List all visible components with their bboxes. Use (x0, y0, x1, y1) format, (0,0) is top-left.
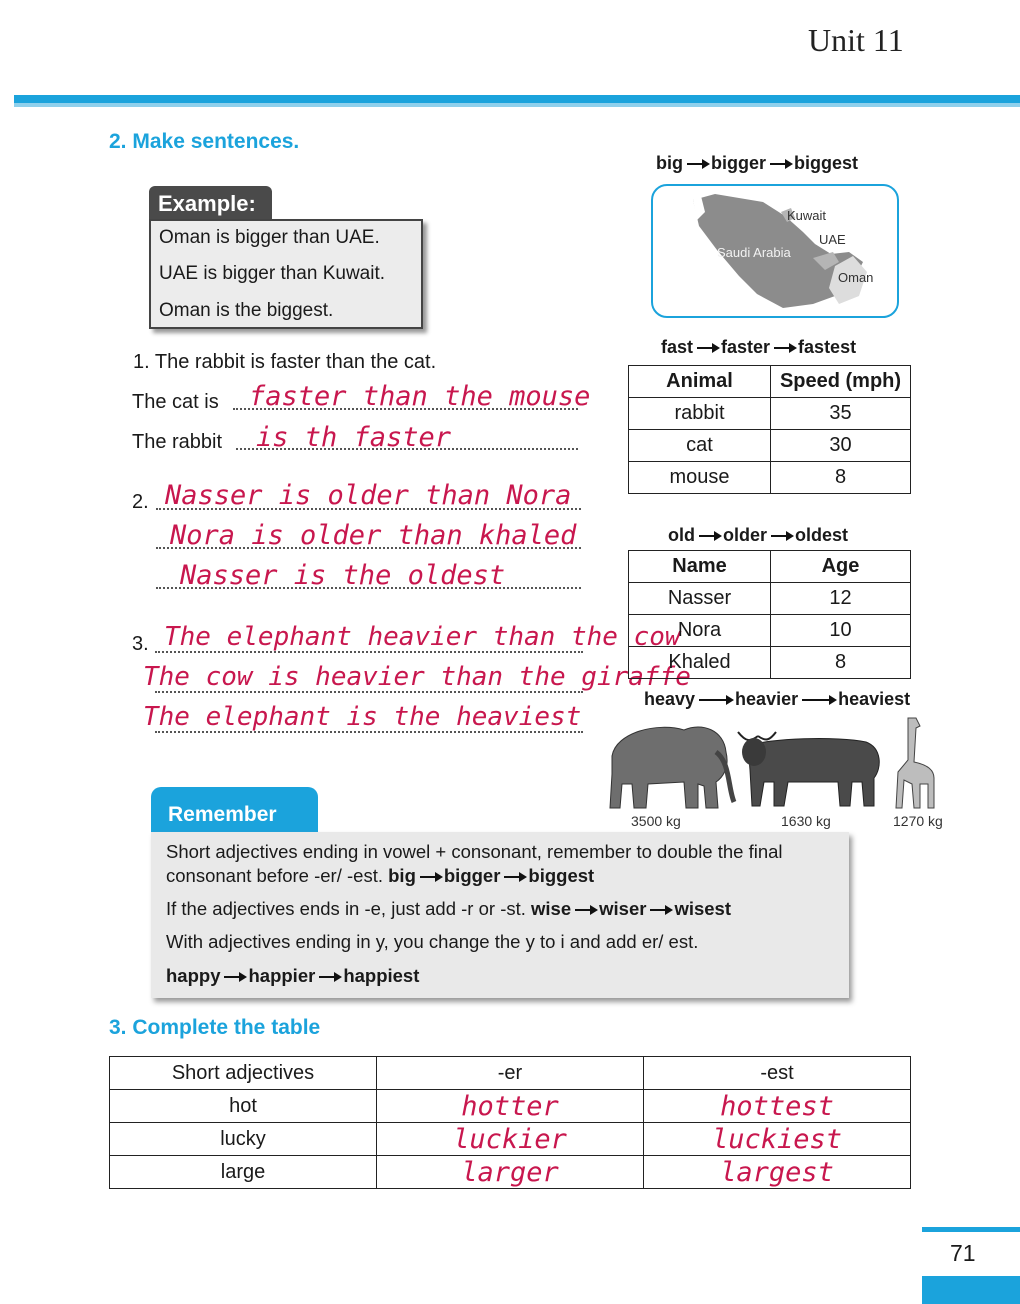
q3-answer-1: The elephant heavier than the cow (164, 622, 681, 652)
fast-chain-word-3: fastest (798, 337, 857, 357)
complete-header-adj: Short adjectives (110, 1057, 377, 1090)
complete-adj: large (110, 1156, 377, 1189)
complete-adj: lucky (110, 1123, 377, 1156)
fast-chain (661, 337, 856, 358)
elephant-weight: 3500 kg (631, 813, 681, 829)
age-cell: Nasser (629, 583, 771, 615)
complete-er-answer: luckier (377, 1123, 644, 1156)
remember-line-2-w2: bigger (443, 865, 501, 886)
age-header-name: Name (629, 551, 771, 583)
age-header-age: Age (771, 551, 911, 583)
speed-cell: rabbit (629, 398, 771, 430)
arrow-icon (699, 535, 719, 537)
complete-est-answer: hottest (644, 1090, 911, 1123)
map-label-uae: UAE (819, 232, 846, 247)
table-row (629, 647, 911, 679)
speed-header-animal: Animal (629, 366, 771, 398)
arrow-icon (575, 909, 595, 911)
page-bar-bottom (922, 1276, 1020, 1304)
example-box (149, 219, 423, 329)
giraffe-image (896, 718, 934, 808)
q1-line-1: 1. The rabbit is faster than the cat. (133, 351, 437, 373)
fast-chain-word-2: faster (721, 337, 771, 357)
example-line-2: UAE is bigger than Kuwait. (159, 263, 386, 284)
age-cell: Khaled (629, 647, 771, 679)
giraffe-weight: 1270 kg (893, 813, 943, 829)
old-chain-word-1: old (668, 525, 695, 545)
table-row (629, 583, 911, 615)
arrow-icon (699, 699, 731, 701)
heavy-chain-word-1: heavy (644, 689, 696, 709)
remember-line-2-w3: biggest (528, 865, 595, 886)
complete-table (109, 1056, 911, 1189)
header-bar (14, 95, 1020, 103)
remember-line-2 (166, 864, 594, 888)
age-cell: Nora (629, 615, 771, 647)
q3-answer-2: The cow is heavier than the giraffe (143, 662, 691, 692)
table-row (629, 462, 911, 494)
map-label-saudi: Saudi Arabia (717, 245, 791, 260)
heavy-chain-word-2: heavier (735, 689, 799, 709)
remember-box (151, 832, 849, 998)
arrow-icon (420, 876, 440, 878)
remember-line-3-text: If the adjectives ends in -e, just add -r or -st. (166, 898, 526, 919)
age-cell: 8 (771, 647, 911, 679)
remember-line-4: With adjectives ending in y, you change the y to i and add er/ est. (166, 931, 699, 952)
arrow-icon (771, 535, 791, 537)
page-number: 71 (950, 1240, 976, 1266)
table-row (629, 615, 911, 647)
big-chain (656, 153, 858, 174)
age-table (628, 550, 911, 679)
remember-line-2-w1: big (388, 865, 416, 886)
heavy-chain-word-3: heaviest (838, 689, 911, 709)
cow-weight: 1630 kg (781, 813, 831, 829)
remember-line-5-w3: happiest (343, 965, 420, 986)
map-label-kuwait: Kuwait (787, 208, 827, 223)
complete-adj: hot (110, 1090, 377, 1123)
remember-line-3-w1: wise (531, 898, 572, 919)
fast-chain-word-1: fast (661, 337, 694, 357)
speed-cell: 30 (771, 430, 911, 462)
complete-er-answer: larger (377, 1156, 644, 1189)
map-label-oman: Oman (838, 270, 874, 285)
table-row (110, 1156, 911, 1189)
table-row (110, 1090, 911, 1123)
elephant-image (610, 727, 734, 808)
speed-header-speed: Speed (mph) (771, 366, 911, 398)
section2-title: 2. Make sentences. (109, 130, 300, 153)
speed-cell: cat (629, 430, 771, 462)
complete-est-answer: largest (644, 1156, 911, 1189)
example-line-3: Oman is the biggest. (159, 300, 334, 321)
table-row (629, 398, 911, 430)
q1-line-3-prefix: The rabbit (132, 431, 223, 453)
complete-est-answer: luckiest (644, 1123, 911, 1156)
speed-cell: 8 (771, 462, 911, 494)
age-cell: 12 (771, 583, 911, 615)
big-chain-word-3: biggest (794, 153, 859, 173)
unit-title: Unit 11 (808, 22, 904, 58)
remember-line-1: Short adjectives ending in vowel + consonant, remember to double the final (166, 841, 783, 862)
remember-line-5-w1: happy (166, 965, 221, 986)
example-label: Example: (149, 186, 272, 220)
age-cell: 10 (771, 615, 911, 647)
arrow-icon (650, 909, 670, 911)
arrow-icon (802, 699, 834, 701)
q1-line-3-answer: is th faster (256, 422, 452, 453)
complete-header-er: -er (377, 1057, 644, 1090)
speed-table (628, 365, 911, 494)
page-bar-top (922, 1227, 1020, 1232)
complete-header-est: -est (644, 1057, 911, 1090)
speed-cell: mouse (629, 462, 771, 494)
table-row (110, 1123, 911, 1156)
q2-answer-1: Nasser is older than Nora (165, 480, 572, 511)
old-chain (668, 525, 848, 546)
arrow-icon (697, 347, 717, 349)
arrow-icon (687, 163, 707, 165)
q1-line-2-answer: faster than the mouse (249, 381, 591, 412)
q2-number: 2. (132, 491, 149, 513)
arrow-icon (224, 976, 244, 978)
remember-line-5-w2: happier (248, 965, 316, 986)
speed-cell: 35 (771, 398, 911, 430)
heavy-chain (644, 689, 910, 710)
arrow-icon (774, 347, 794, 349)
old-chain-word-3: oldest (795, 525, 849, 545)
animals-illustration (598, 712, 948, 814)
big-chain-word-2: bigger (711, 153, 767, 173)
q2-answer-3: Nasser is the oldest (180, 560, 506, 591)
remember-line-2-text: consonant before -er/ -est. (166, 865, 383, 886)
complete-er-answer: hotter (377, 1090, 644, 1123)
arrow-icon (319, 976, 339, 978)
remember-line-5 (166, 964, 419, 988)
q2-answer-2: Nora is older than khaled (170, 520, 577, 551)
q3-number: 3. (132, 633, 149, 655)
map-panel (651, 184, 899, 318)
big-chain-word-1: big (656, 153, 683, 173)
q3-answer-3: The elephant is the heaviest (143, 702, 582, 732)
q1-line-2-prefix: The cat is (132, 391, 219, 413)
remember-label: Remember (151, 787, 318, 833)
arrow-icon (504, 876, 524, 878)
remember-line-3-w2: wiser (599, 898, 647, 919)
arrow-icon (770, 163, 790, 165)
remember-line-3-w3: wisest (674, 898, 732, 919)
example-line-1: Oman is bigger than UAE. (159, 227, 380, 248)
header-bar-shadow (14, 103, 1020, 107)
table-row (629, 430, 911, 462)
old-chain-word-2: older (723, 525, 768, 545)
section3-title: 3. Complete the table (109, 1016, 321, 1039)
cow-image (738, 732, 879, 806)
remember-line-3 (166, 897, 731, 921)
